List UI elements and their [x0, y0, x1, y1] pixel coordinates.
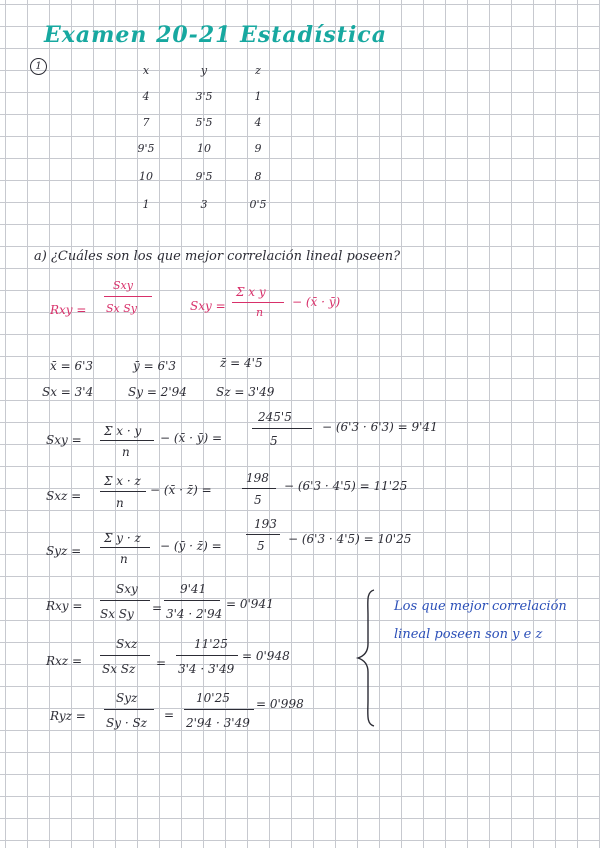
equals-sign: = — [164, 708, 175, 722]
corr-num: Syz — [116, 691, 138, 705]
corr-value-den: 2'94 · 3'49 — [186, 716, 250, 730]
cov-tail: − (6'3 · 4'5) = 11'25 — [284, 479, 408, 493]
table-cell: 4 — [254, 116, 262, 129]
cov-den: n — [122, 445, 130, 459]
cov-mid: − (x̄ · ȳ) = — [160, 431, 223, 445]
table-header-z: z — [255, 64, 261, 77]
corr-lhs: Rxz = — [46, 654, 82, 668]
table-cell: 3 — [200, 198, 208, 211]
table-cell: 1 — [142, 198, 150, 211]
table-cell: 9 — [254, 142, 262, 155]
sxy-formula-den: n — [256, 306, 264, 319]
conclusion-line-1: Los que mejor correlación — [394, 599, 567, 614]
stdev-y: Sy = 2'94 — [128, 385, 187, 399]
table-cell: 9'5 — [137, 142, 155, 155]
corr-value-num: 11'25 — [194, 637, 228, 651]
question-a: a) ¿Cuáles son los que mejor correlación lineal poseen? — [34, 249, 401, 264]
fraction-bar — [100, 600, 150, 601]
rxy-formula-den: Sx Sy — [106, 302, 137, 315]
corr-value-den: 3'4 · 2'94 — [166, 607, 223, 621]
cov-lhs: Syz = — [46, 544, 82, 558]
cov-den: n — [120, 552, 128, 566]
fraction-bar — [232, 302, 284, 303]
corr-den: Sx Sz — [102, 662, 136, 676]
table-cell: 9'5 — [195, 170, 213, 183]
table-cell: 1 — [254, 90, 262, 103]
cov-value-num: 198 — [246, 471, 269, 485]
sxy-formula-tail: − (x̄ · ȳ) — [292, 295, 341, 309]
table-cell: 0'5 — [249, 198, 267, 211]
cov-mid: − (ȳ · z̄) = — [160, 539, 222, 553]
conclusion-line-2: lineal poseen son y e z — [394, 627, 543, 642]
fraction-bar — [100, 491, 146, 492]
cov-den: n — [116, 496, 124, 510]
corr-value-num: 9'41 — [180, 582, 207, 596]
exercise-number: 1 — [30, 58, 47, 75]
corr-value-num: 10'25 — [196, 691, 230, 705]
cov-num: Σ x · y — [104, 424, 142, 438]
page-title: Examen 20-21 Estadística — [44, 22, 387, 48]
table-cell: 5'5 — [195, 116, 213, 129]
fraction-bar — [104, 296, 152, 297]
rxy-formula-num: Sxy — [113, 279, 133, 292]
cov-value-den: 5 — [270, 434, 278, 448]
fraction-bar — [104, 709, 154, 710]
cov-tail: − (6'3 · 6'3) = 9'41 — [322, 420, 438, 434]
table-cell: 10 — [197, 142, 211, 155]
cov-num: Σ x · z — [104, 474, 141, 488]
corr-lhs: Ryz = — [50, 709, 86, 723]
fraction-bar — [100, 440, 154, 441]
rxy-formula-lhs: Rxy = — [50, 303, 87, 317]
corr-den: Sy · Sz — [106, 716, 147, 730]
corr-result: = 0'998 — [256, 697, 304, 711]
sxy-formula-num: Σ x y — [236, 285, 266, 299]
cov-lhs: Sxz = — [46, 489, 82, 503]
table-header-y: y — [200, 64, 208, 77]
fraction-bar — [176, 655, 238, 656]
cov-value-num: 193 — [254, 517, 277, 531]
mean-y: ȳ = 6'3 — [133, 359, 177, 373]
table-cell: 8 — [254, 170, 262, 183]
fraction-bar — [246, 534, 280, 535]
corr-result: = 0'941 — [226, 597, 274, 611]
fraction-bar — [100, 655, 150, 656]
equals-sign: = — [152, 601, 163, 615]
table-cell: 10 — [139, 170, 153, 183]
fraction-bar — [242, 488, 276, 489]
stdev-z: Sz = 3'49 — [216, 385, 275, 399]
fraction-bar — [100, 547, 150, 548]
mean-z: z̄ = 4'5 — [220, 356, 263, 370]
corr-num: Sxz — [116, 637, 138, 651]
curly-brace-icon — [356, 588, 380, 728]
corr-result: = 0'948 — [242, 649, 290, 663]
fraction-bar — [164, 600, 220, 601]
corr-num: Sxy — [116, 582, 138, 596]
corr-den: Sx Sy — [100, 607, 134, 621]
table-cell: 7 — [142, 116, 150, 129]
corr-lhs: Rxy = — [46, 599, 83, 613]
stdev-x: Sx = 3'4 — [42, 385, 94, 399]
cov-value-den: 5 — [254, 493, 262, 507]
table-cell: 4 — [142, 90, 150, 103]
mean-x: x̄ = 6'3 — [50, 359, 94, 373]
table-header-x: x — [142, 64, 150, 77]
fraction-bar — [252, 428, 312, 429]
cov-num: Σ y · z — [104, 531, 141, 545]
fraction-bar — [184, 709, 254, 710]
cov-value-num: 245'5 — [258, 410, 292, 424]
cov-tail: − (6'3 · 4'5) = 10'25 — [288, 532, 412, 546]
corr-value-den: 3'4 · 3'49 — [178, 662, 235, 676]
sxy-formula-lhs: Sxy = — [190, 299, 226, 313]
cov-value-den: 5 — [257, 539, 265, 553]
cov-lhs: Sxy = — [46, 433, 82, 447]
equals-sign: = — [156, 656, 167, 670]
cov-mid: − (x̄ · z̄) = — [150, 483, 212, 497]
table-cell: 3'5 — [195, 90, 213, 103]
